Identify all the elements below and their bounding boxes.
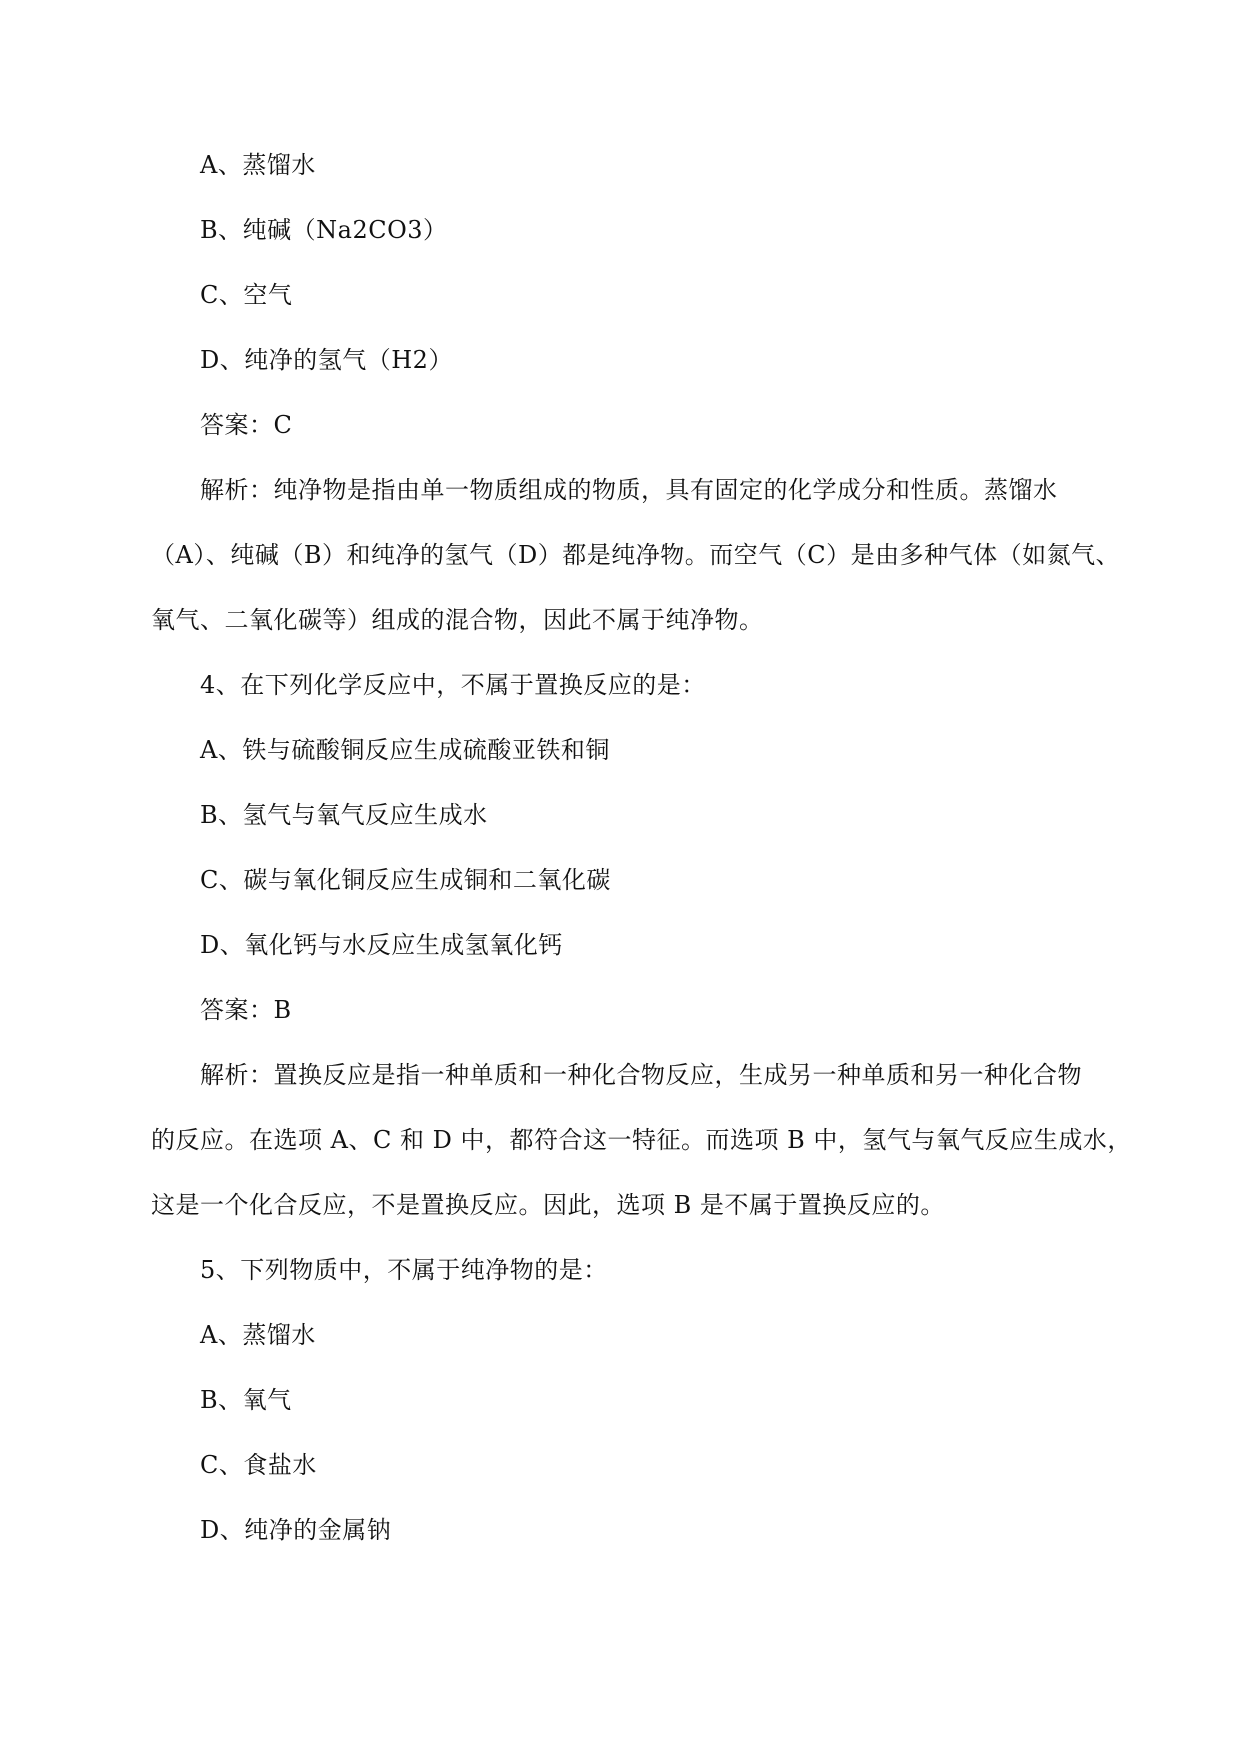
q4-question: 4、在下列化学反应中，不属于置换反应的是：	[200, 671, 706, 699]
q5-option-a: A、蒸馏水	[200, 1321, 316, 1349]
q3-answer: 答案：C	[200, 411, 293, 439]
q4-analysis-line-3: 这是一个化合反应，不是置换反应。因此，选项 B 是不属于置换反应的。	[151, 1191, 945, 1219]
q3-option-c: C、空气	[200, 281, 293, 309]
q5-option-b: B、氧气	[200, 1386, 292, 1414]
q3-analysis-line-3: 氧气、二氧化碳等）组成的混合物，因此不属于纯净物。	[151, 606, 764, 634]
q4-option-a: A、铁与硫酸铜反应生成硫酸亚铁和铜	[200, 736, 610, 764]
q4-analysis-line-1: 解析：置换反应是指一种单质和一种化合物反应，生成另一种单质和另一种化合物	[200, 1061, 1082, 1089]
q4-answer: 答案：B	[200, 996, 292, 1024]
q3-option-a: A、蒸馏水	[200, 151, 316, 179]
q3-analysis-line-2: （A）、纯碱（B）和纯净的氢气（D）都是纯净物。而空气（C）是由多种气体（如氮气、	[151, 541, 1121, 569]
q5-question: 5、下列物质中，不属于纯净物的是：	[200, 1256, 608, 1284]
q5-option-c: C、食盐水	[200, 1451, 317, 1479]
q3-option-d: D、纯净的氢气（H2）	[200, 346, 453, 374]
q4-option-c: C、碳与氧化铜反应生成铜和二氧化碳	[200, 866, 611, 894]
q4-option-b: B、氢气与氧气反应生成水	[200, 801, 488, 829]
q4-option-d: D、氧化钙与水反应生成氢氧化钙	[200, 931, 563, 959]
q3-option-b: B、纯碱（Na2CO3）	[200, 216, 448, 244]
q4-analysis-line-2: 的反应。在选项 A、C 和 D 中，都符合这一特征。而选项 B 中，氢气与氧气反应生成水，	[151, 1126, 1132, 1154]
q3-analysis-line-1: 解析：纯净物是指由单一物质组成的物质，具有固定的化学成分和性质。蒸馏水	[200, 476, 1058, 504]
q5-option-d: D、纯净的金属钠	[200, 1516, 392, 1544]
